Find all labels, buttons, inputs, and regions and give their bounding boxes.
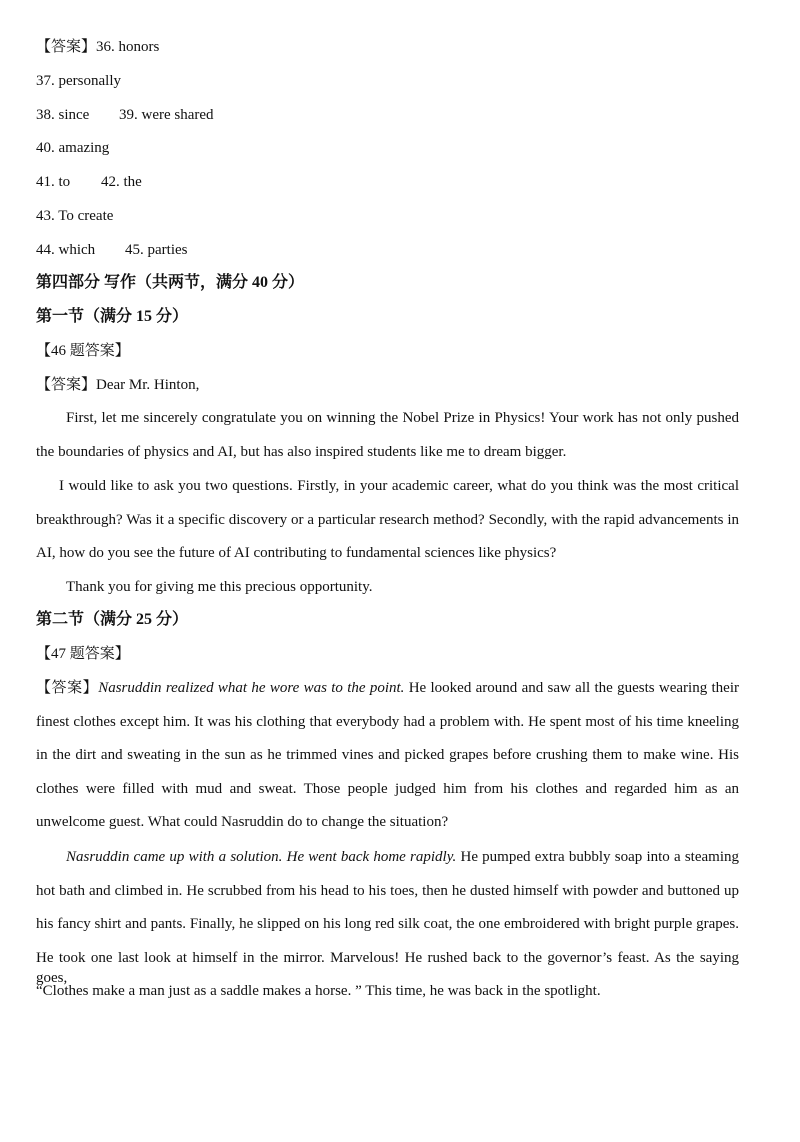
- story-paragraph-1: [36, 678, 739, 846]
- answer-41: 41. to: [36, 174, 71, 190]
- answer-line-37: [36, 71, 121, 91]
- answer-36: 36. honors: [96, 39, 160, 55]
- paragraph-line: his fancy shirt and pants. Finally, he slipped on his long red silk coat, the one embroidered with bright purple grapes.: [36, 916, 739, 933]
- answer-39: 39. were shared: [119, 107, 214, 123]
- answer-prefix: 【答案】: [36, 39, 97, 55]
- paragraph-line: [36, 678, 739, 698]
- paragraph-line: He took one last look at himself in the mirror. Marvelous! He rushed back to the governor’s feast. As the saying goes,: [36, 949, 739, 986]
- paragraph-line: clothes were filled with mud and sweat. Those people judged him from his clothes and regarded him as an: [36, 780, 739, 797]
- answer-44: 44. which: [36, 242, 96, 258]
- paragraph-line: “Clothes make a man just as a saddle makes a horse. ” This time, he was back in the spotlight.: [36, 983, 601, 1000]
- paragraph-line: AI, how do you see the future of AI contributing to fundamental sciences like physics?: [36, 545, 557, 562]
- answer-line-40: [36, 138, 109, 158]
- paragraph-line: [36, 847, 739, 867]
- paragraph-line: in the dirt and sweating in the sun as he trimmed vines and picked grapes before crushing them to make wine. His: [36, 747, 739, 764]
- answer-line-41-42: [36, 172, 142, 192]
- answer-38: 38. since: [36, 107, 90, 123]
- letter-salutation-line: [36, 375, 199, 395]
- paragraph-line: the boundaries of physics and AI, but has also inspired students like me to dream bigger.: [36, 443, 567, 460]
- given-sentence-2: Nasruddin came up with a solution. He went back home rapidly.: [66, 849, 457, 865]
- story-paragraph-2: [36, 847, 739, 1015]
- answer-line-38-39: [36, 105, 214, 125]
- paragraph-line: I would like to ask you two questions. Firstly, in your academic career, what do you think was the most critical: [59, 478, 739, 494]
- letter-salutation: Dear Mr. Hinton,: [96, 377, 200, 393]
- answer-line-44-45: [36, 240, 187, 260]
- answer-prefix: 【答案】: [36, 377, 97, 393]
- part2-heading: 第二节（满分 25 分）: [36, 611, 189, 628]
- paragraph-line: unwelcome guest. What could Nasruddin do to change the situation?: [36, 814, 449, 831]
- answer-42: 42. the: [101, 174, 142, 190]
- question-47-label: 【47 题答案】: [36, 646, 130, 662]
- paragraph-line: breakthrough? Was it a specific discovery or a particular research method? Secondly, with the rapid advancements in: [36, 511, 739, 528]
- paragraph-line: finest clothes except him. It was his clothing that everybody had a problem with. He spent most of his time kneeling: [36, 713, 739, 730]
- answer-line-43: [36, 206, 113, 226]
- paragraph-line: hot bath and climbed in. He scrubbed from his head to his toes, then he dusted himself with powder and buttoned up: [36, 882, 739, 899]
- question-46-label: 【46 题答案】: [36, 343, 130, 359]
- answer-prefix: 【答案】: [36, 680, 99, 696]
- paragraph-line: First, let me sincerely congratulate you on winning the Nobel Prize in Physics! Your work has not only pushed: [66, 410, 739, 426]
- letter-paragraph-2: [36, 476, 739, 577]
- section4-title: 第四部分 写作（共两节，满分 40 分）: [36, 274, 305, 291]
- given-sentence-1: Nasruddin realized what he wore was to the point.: [98, 680, 405, 696]
- answer-line-36: [36, 37, 159, 57]
- part1-heading: 第一节（满分 15 分）: [36, 308, 189, 325]
- letter-paragraph-1: [36, 408, 739, 475]
- paragraph-line-rest: He pumped extra bubbly soap into a steaming: [456, 849, 739, 865]
- answer-45: 45. parties: [125, 242, 188, 258]
- paragraph-line-rest: He looked around and saw all the guests wearing their: [404, 680, 739, 696]
- letter-closing: Thank you for giving me this precious opportunity.: [66, 579, 373, 595]
- answer-43: 43. To create: [36, 208, 114, 224]
- answer-37: 37. personally: [36, 73, 121, 89]
- answer-40: 40. amazing: [36, 140, 110, 156]
